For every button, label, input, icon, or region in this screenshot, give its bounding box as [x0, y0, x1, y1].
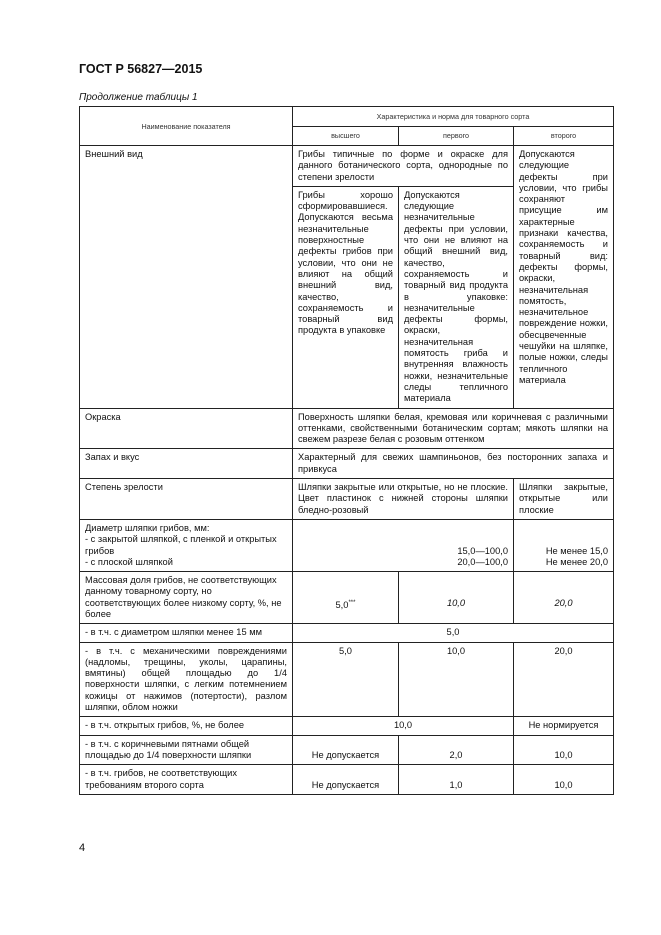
table-row-brown-spots	[80, 735, 614, 765]
brown-spots-highest	[293, 735, 399, 765]
open-second: Не нормируется	[514, 717, 614, 735]
appearance-label: Внешний вид	[80, 146, 293, 409]
table-row-open	[80, 717, 614, 735]
open-label: - в т.ч. открытых грибов, %, не более	[80, 717, 293, 735]
brown-spots-first	[399, 735, 514, 765]
mass-highest	[293, 572, 399, 624]
table-row-color	[80, 408, 614, 449]
table-row-small-diameter	[80, 624, 614, 642]
page-number: 4	[79, 842, 86, 854]
mechanical-second: 20,0	[514, 642, 614, 717]
table-row-nonconforming	[80, 765, 614, 795]
table-row-smell	[80, 449, 614, 479]
mass-label: Массовая доля грибов, не соответствующих данному товарному сорту, но соответствующих более низкому сорту, %, не более	[80, 572, 293, 624]
mechanical-label: - в т.ч. с механическими повреждениями (надломы, трещины, уколы, царапины, вмятины) общей площадью до 1/4 поверхности шляпки, с легким потемнением кожицы от нажимов (потертости), разлом шляпки, облом ножки	[80, 642, 293, 717]
color-label: Окраска	[80, 408, 293, 449]
header-grade-first: первого	[399, 126, 514, 146]
diameter-flat-second: Не менее 20,0	[545, 556, 608, 567]
nonconforming-label: - в т.ч. грибов, не соответствующих требованиям второго сорта	[80, 765, 293, 795]
header-name-column: Наименование показателя	[80, 107, 293, 146]
smell-value: Характерный для свежих шампиньонов, без посторонних запаха и привкуса	[293, 449, 614, 479]
mass-second	[514, 572, 614, 624]
open-highest-first: 10,0	[293, 717, 514, 735]
nonconforming-second-value: 10,0	[554, 779, 573, 790]
smell-label: Запах и вкус	[80, 449, 293, 479]
table-row-mechanical	[80, 642, 614, 717]
diameter-closed-label: - с закрытой шляпкой, с пленкой и открытых грибов	[85, 534, 277, 556]
header-grade-highest: высшего	[293, 126, 399, 146]
table-continuation-caption: Продолжение таблицы 1	[79, 92, 198, 103]
small-diameter-value: 5,0	[293, 624, 614, 642]
mass-first	[399, 572, 514, 624]
diameter-highest-first	[293, 519, 514, 571]
diameter-label: Диаметр шляпки грибов, мм:	[85, 522, 210, 533]
brown-spots-highest-value: Не допускается	[311, 749, 380, 760]
mass-second-value: 20,0	[554, 597, 573, 608]
appearance-common: Грибы типичные по форме и окраске для данного ботанического сорта, однородные по степени зрелости	[293, 146, 514, 187]
table-row-mass	[80, 572, 614, 624]
nonconforming-highest-value: Не допускается	[311, 779, 380, 790]
mechanical-first: 10,0	[399, 642, 514, 717]
appearance-first: Допускаются следующие незначительные дефекты при условии, что они не влияют на общий внешний вид, качество, сохраняемость и товарный вид продукта в упаковке: незначительные дефекты формы, окраски, незначительная помятость гриба и внутренняя влажность ножки, незначительные следы тепличного материала	[399, 186, 514, 408]
diameter-closed-hf: 15,0—100,0	[457, 545, 508, 556]
header-grade-second: второго	[514, 126, 614, 146]
diameter-cell	[80, 519, 293, 571]
nonconforming-first	[399, 765, 514, 795]
brown-spots-label: - в т.ч. с коричневыми пятнами общей площадью до 1/4 поверхности шляпки	[80, 735, 293, 765]
maturity-second: Шляпки закрытые, открытые или плоские	[514, 479, 614, 520]
mass-highest-value: 5,0	[335, 599, 349, 610]
table-row-appearance	[80, 146, 614, 187]
brown-spots-first-value: 2,0	[449, 749, 463, 760]
specification-table	[79, 106, 614, 795]
document-title: ГОСТ Р 56827—2015	[79, 62, 203, 76]
mass-first-value: 10,0	[446, 597, 466, 608]
diameter-flat-hf: 20,0—100,0	[457, 556, 508, 567]
nonconforming-second	[514, 765, 614, 795]
diameter-flat-label: - с плоской шляпкой	[85, 556, 173, 567]
small-diameter-label: - в т.ч. с диаметром шляпки менее 15 мм	[80, 624, 293, 642]
header-grade-group: Характеристика и норма для товарного сорта	[293, 107, 614, 127]
table-row-diameter	[80, 519, 614, 571]
table-row-maturity	[80, 479, 614, 520]
mass-highest-footnote: ***	[348, 599, 356, 606]
brown-spots-second	[514, 735, 614, 765]
maturity-label: Степень зрелости	[80, 479, 293, 520]
color-value: Поверхность шляпки белая, кремовая или коричневая с различными оттенками, свойственными ботаническим сортам; мякоть шляпки на свежем разрезе белая с розовым оттенком	[293, 408, 614, 449]
table-header-row	[80, 107, 614, 127]
maturity-highest-first: Шляпки закрытые или открытые, но не плоские. Цвет пластинок с нижней стороны шляпки бледно-розовый	[293, 479, 514, 520]
appearance-second: Допускаются следующие дефекты при условии, что грибы сохраняют присущие им характерные признаки качества, сохраняемость и товарный вид: дефекты формы, окраски, незначительная помятость, незначительное повреждение ножки, обесцвеченные чешуйки на шляпке, полые ножки, следы тепличного материала	[514, 146, 614, 409]
diameter-closed-second: Не менее 15,0	[545, 545, 608, 556]
nonconforming-highest	[293, 765, 399, 795]
brown-spots-second-value: 10,0	[554, 749, 573, 760]
appearance-highest: Грибы хорошо сформировавшиеся. Допускаются весьма незначительные поверхностные дефекты грибов при условии, что они не влияют на общий внешний вид, качество, сохраняемость и товарный вид продукта в упаковке	[293, 186, 399, 408]
diameter-second	[514, 519, 614, 571]
mechanical-highest: 5,0	[293, 642, 399, 717]
nonconforming-first-value: 1,0	[449, 779, 463, 790]
